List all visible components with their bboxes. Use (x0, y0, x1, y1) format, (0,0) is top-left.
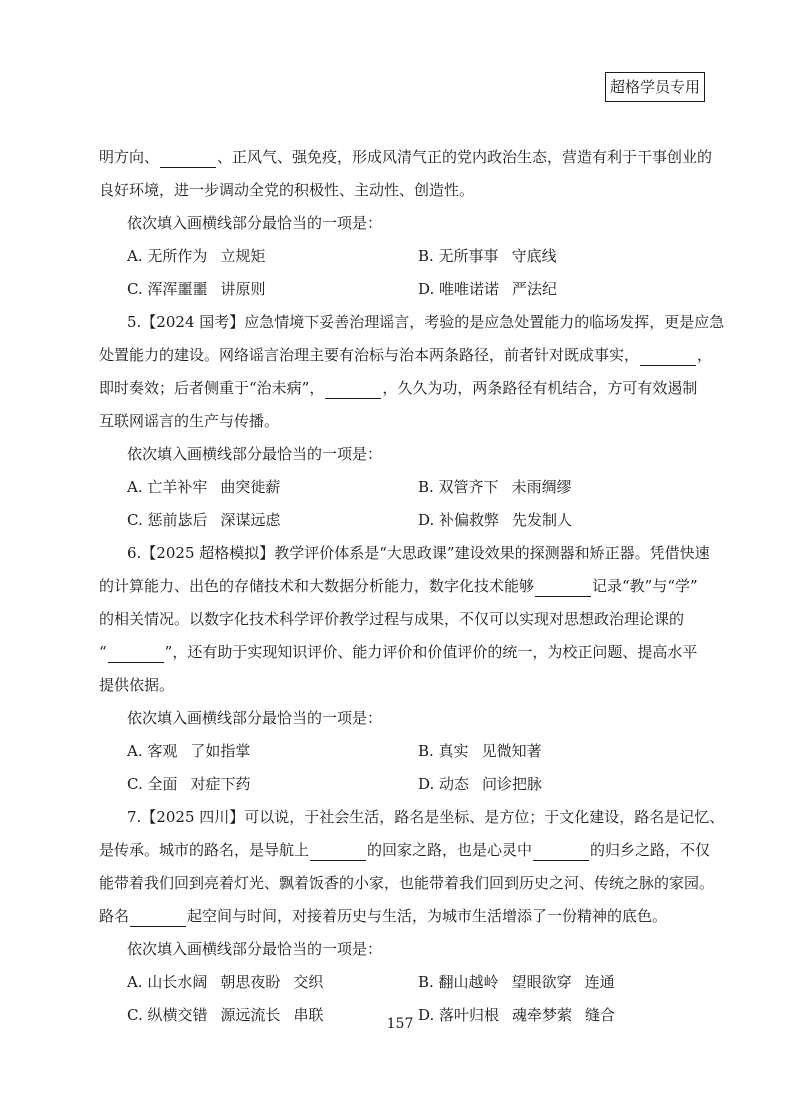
q7-line-3: 能带着我们回到亮着灯光、飘着饭香的小家，也能带着我们回到历史之河、传统之脉的家园。 (99, 874, 715, 892)
q5-line-1: 5.【2024 国考】应急情境下妥善治理谣言，考验的是应急处置能力的临场发挥，更是应急 (127, 313, 725, 331)
q6-line-4 (99, 636, 709, 669)
opt-text: 对症下药 (190, 775, 251, 793)
q5-option-d[interactable] (418, 504, 709, 537)
text: 、正风气、强免疫，形成风清气正的党内政治生态，营造有利于干事创业的 (217, 148, 713, 166)
q6-options-row-1 (99, 735, 709, 768)
q7-line-2 (99, 834, 709, 867)
q5-option-c[interactable] (127, 504, 418, 537)
q4-options-row-1 (99, 240, 709, 273)
text: “ (99, 643, 107, 661)
q6-line-5: 提供依据。 (99, 676, 175, 694)
fill-blank (533, 842, 589, 861)
text: 的归乡之路，不仅 (590, 841, 711, 859)
q5-prompt: 依次填入画横线部分最恰当的一项是： (127, 445, 383, 463)
text: 处置能力的建设。网络谣言治理主要有治标与治本两条路径，前者针对既成事实， (99, 346, 640, 364)
opt-text: 深谋远虑 (220, 511, 281, 529)
opt-text: B. 双管齐下 (418, 478, 499, 496)
opt-text: 连通 (584, 973, 615, 991)
q6-option-c[interactable] (127, 768, 418, 801)
q6-prompt: 依次填入画横线部分最恰当的一项是： (127, 709, 383, 727)
q5-option-a[interactable] (127, 471, 418, 504)
q4-option-a[interactable] (127, 240, 418, 273)
q7-line-1: 7.【2025 四川】可以说，于社会生活，路名是坐标、是方位；于文化建设，路名是记忆、 (127, 808, 725, 826)
q4-options-row-2 (99, 273, 709, 306)
q4-line-1 (99, 141, 713, 174)
q6-options-row-2 (99, 768, 709, 801)
q5-line-3 (99, 372, 709, 405)
opt-text: 未雨绸缪 (511, 478, 572, 496)
opt-text: D. 补偏救弊 (418, 511, 500, 529)
question-body (99, 141, 725, 1032)
opt-text: 严法纪 (512, 280, 558, 298)
q4-option-b[interactable] (418, 240, 709, 273)
opt-text: 守底线 (511, 247, 557, 265)
q5-line-2 (99, 339, 713, 372)
opt-text: A. 客观 (127, 742, 178, 760)
opt-text: A. 无所作为 (127, 247, 208, 265)
opt-text: C. 纵横交错 (127, 1006, 208, 1024)
q6-line-3: 的相关情况。以数字化技术科学评价教学过程与成果，不仅可以实现对思想政治理论课的 (99, 610, 685, 628)
q6-line-2 (99, 570, 709, 603)
q6-line-1: 6.【2025 超格模拟】教学评价体系是“大思政课”建设效果的探测器和矫正器。凭借快速 (127, 544, 710, 562)
opt-text: 问诊把脉 (482, 775, 543, 793)
text: ， (697, 346, 713, 364)
opt-text: C. 惩前毖后 (127, 511, 208, 529)
opt-text: 了如指掌 (190, 742, 251, 760)
text: 即时奏效；后者侧重于“治未病”， (99, 379, 325, 397)
q4-option-d[interactable] (418, 273, 709, 306)
opt-text: 见微知著 (481, 742, 542, 760)
q5-options-row-1 (99, 471, 709, 504)
opt-text: 缝合 (585, 1006, 616, 1024)
q6-option-d[interactable] (418, 768, 709, 801)
opt-text: A. 亡羊补牢 (127, 478, 208, 496)
text: 是传承。城市的路名，是导航上 (99, 841, 310, 859)
opt-text: 串联 (293, 1006, 324, 1024)
text: 的回家之路，也是心灵中 (367, 841, 533, 859)
opt-text: C. 全面 (127, 775, 178, 793)
fill-blank (325, 380, 381, 399)
text: 路名 (99, 907, 130, 925)
opt-text: 源远流长 (220, 1006, 281, 1024)
opt-text: D. 动态 (418, 775, 470, 793)
member-only-badge: 超格学员专用 (605, 72, 705, 102)
q5-option-b[interactable] (418, 471, 709, 504)
opt-text: 曲突徙薪 (220, 478, 281, 496)
q7-option-a[interactable] (127, 966, 418, 999)
opt-text: 魂牵梦萦 (512, 1006, 573, 1024)
opt-text: D. 唯唯诺诺 (418, 280, 500, 298)
q7-option-b[interactable] (418, 966, 709, 999)
opt-text: 朝思夜盼 (220, 973, 281, 991)
opt-text: D. 落叶归根 (418, 1006, 500, 1024)
text: 起空间与时间，对接着历史与生活，为城市生活增添了一份精神的底色。 (187, 907, 668, 925)
fill-blank (535, 578, 591, 597)
q4-option-c[interactable] (127, 273, 418, 306)
text: ”，还有助于实现知识评价、能力评价和价值评价的统一，为校正问题、提高水平 (164, 643, 698, 661)
q4-prompt: 依次填入画横线部分最恰当的一项是： (127, 214, 383, 232)
q7-prompt: 依次填入画横线部分最恰当的一项是： (127, 940, 383, 958)
fill-blank (640, 347, 696, 366)
opt-text: 先发制人 (512, 511, 573, 529)
text: 的计算能力、出色的存储技术和大数据分析能力，数字化技术能够 (99, 577, 535, 595)
opt-text: 望眼欲穿 (511, 973, 572, 991)
fill-blank (160, 149, 216, 168)
opt-text: B. 无所事事 (418, 247, 499, 265)
opt-text: C. 浑浑噩噩 (127, 280, 208, 298)
q5-options-row-2 (99, 504, 709, 537)
q6-option-b[interactable] (418, 735, 709, 768)
fill-blank (108, 644, 164, 663)
q7-line-4 (99, 900, 709, 933)
opt-text: 讲原则 (220, 280, 266, 298)
opt-text: 交织 (293, 973, 324, 991)
page-number: 157 (386, 1016, 414, 1032)
q5-line-4: 互联网谣言的生产与传播。 (99, 412, 280, 430)
text: ，久久为功，两条路径有机结合，方可有效遏制 (382, 379, 698, 397)
q4-line-2: 良好环境，进一步调动全党的积极性、主动性、创造性。 (99, 181, 475, 199)
text: 记录“教”与“学” (592, 577, 698, 595)
fill-blank (310, 842, 366, 861)
opt-text: A. 山长水阔 (127, 973, 208, 991)
q7-options-row-1 (99, 966, 709, 999)
opt-text: B. 真实 (418, 742, 469, 760)
fill-blank (130, 908, 186, 927)
opt-text: 立规矩 (220, 247, 266, 265)
opt-text: B. 翻山越岭 (418, 973, 499, 991)
q6-option-a[interactable] (127, 735, 418, 768)
text: 明方向、 (99, 148, 160, 166)
